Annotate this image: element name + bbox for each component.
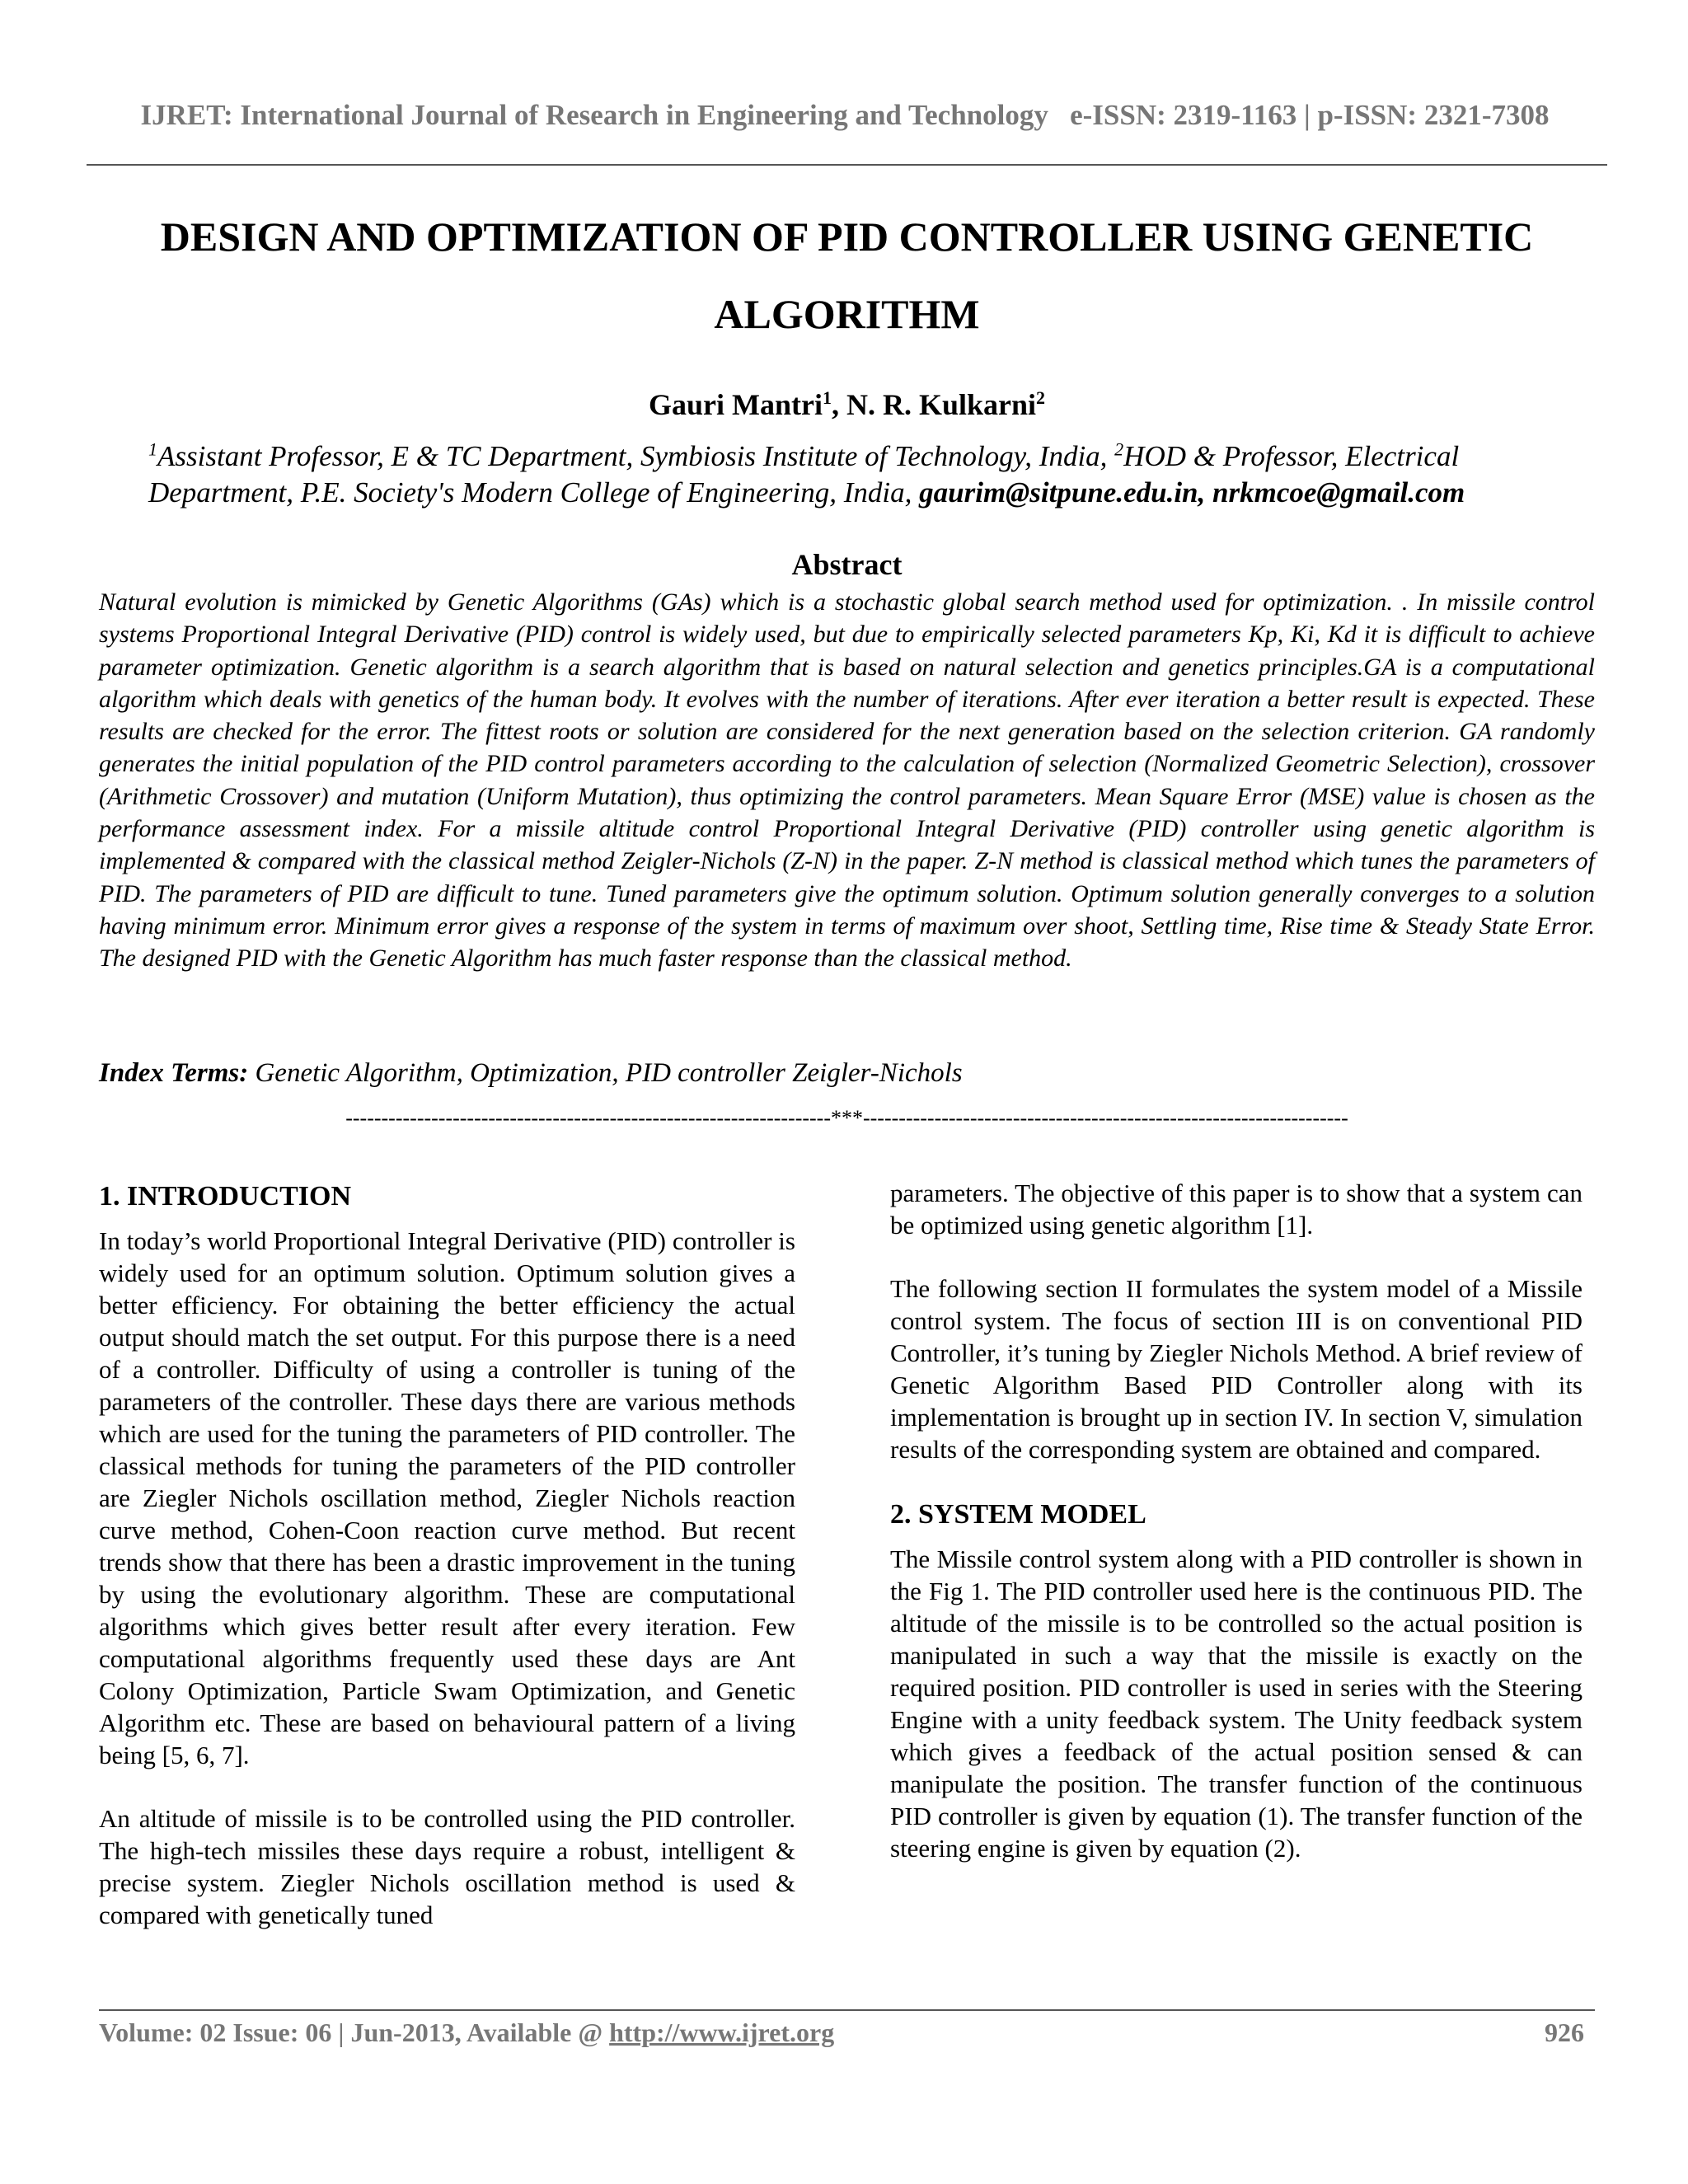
affiliation-2: HOD & Professor, Electrical Department, P.E. Society's Modern College of Engineering, India, [148, 440, 1460, 509]
volume-text: Volume: 02 Issue: 06 | Jun-2013, Available @ [99, 2018, 610, 2047]
author-separator: , [831, 388, 846, 421]
author-emails: gaurim@sitpune.edu.in, nrkmcoe@gmail.com [919, 476, 1465, 509]
index-terms-text: Genetic Algorithm, Optimization, PID controller Zeigler-Nichols [248, 1058, 963, 1088]
title-line-1: DESIGN AND OPTIMIZATION OF PID CONTROLLER USING GENETIC [160, 213, 1534, 260]
footer-divider [99, 2009, 1595, 2011]
affiliation-marker: 1 [148, 438, 157, 460]
paragraph: In today’s world Proportional Integral Derivative (PID) controller is widely used for an optimum solution. Optimum solution gives a better efficiency. For obtaining the better efficiency the actual output should match the set output. For this purpose there is a need of a controller. Difficulty of using a controller is tuning of the parameters of the controller. These days there are various methods which are used for the tuning the parameters of PID controller. The classical methods for tuning the parameters of the PID controller are Ziegler Nichols oscillation method, Ziegler Nichols reaction curve method, Cohen-Coon reaction curve method. But recent trends show that there has been a drastic improvement in the tuning by using the evolutionary algorithm. These are computational algorithms which gives better result after every iteration. Few computational algorithms frequently used these days are Ant Colony Optimization, Particle Swam Optimization, and Genetic Algorithm etc. These are based on behavioural pattern of a living being [5, 6, 7]. [99, 1226, 795, 1769]
paragraph: The Missile control system along with a PID controller is shown in the Fig 1. The PID controller used here is the continuous PID. The altitude of the missile is to be controlled so the actual position is manipulated in such a way that the missile is exactly on the required position. PID controller is used in series with the Steering Engine with a unity feedback system. The Unity feedback system which gives a feedback of the actual position sensed & can manipulate the position. The transfer function of the continuous PID controller is given by equation (1). The transfer function of the steering engine is given by equation (2). [890, 1544, 1582, 1863]
section-heading: 1. INTRODUCTION [99, 1181, 352, 1212]
journal-link[interactable]: http://www.ijret.org [609, 2018, 835, 2047]
title-line-2: ALGORITHM [714, 291, 980, 337]
index-terms [99, 1058, 1595, 1089]
affiliations [148, 438, 1550, 511]
affiliation-1: Assistant Professor, E & TC Department, Symbiosis Institute of Technology, India, [157, 440, 1115, 472]
affiliation-marker: 1 [822, 387, 832, 408]
running-header [91, 99, 1599, 132]
affiliation-marker: 2 [1036, 387, 1046, 408]
author-name: N. R. Kulkarni [846, 388, 1037, 421]
header-divider [87, 164, 1607, 166]
journal-name: IJRET: International Journal of Research in Engineering and Technology [140, 99, 1048, 131]
paper-title [87, 198, 1607, 353]
index-terms-label: Index Terms: [99, 1058, 249, 1088]
section-separator: --------------------------------------------------------------------***-------------------------------------------------------------------- [345, 1106, 1348, 1130]
issn-info: e-ISSN: 2319-1163 | p-ISSN: 2321-7308 [1070, 99, 1550, 131]
footer-volume-info [99, 2018, 834, 2048]
right-column [890, 1177, 1582, 1896]
author-name: Gauri Mantri [648, 388, 823, 421]
affiliation-marker: 2 [1114, 438, 1124, 460]
left-column [99, 1179, 795, 1962]
author-list [87, 387, 1607, 422]
paragraph: parameters. The objective of this paper is to show that a system can be optimized using genetic algorithm [1]. [890, 1179, 1582, 1240]
abstract-heading: Abstract [791, 548, 903, 581]
paragraph: The following section II formulates the system model of a Missile control system. The focus of section III is on conventional PID Controller, it’s tuning by Ziegler Nichols Method. A brief review of Genetic Algorithm Based PID Controller along with its implementation is brought up in section IV. In section V, simulation results of the corresponding system are obtained and compared. [890, 1274, 1582, 1464]
abstract-body: Natural evolution is mimicked by Genetic Algorithms (GAs) which is a stochastic global search method used for optimization. . In missile control systems Proportional Integral Derivative (PID) control is widely used, but due to empirically selected parameters Kp, Ki, Kd it is difficult to achieve parameter optimization. Genetic algorithm is a search algorithm that is based on natural selection and genetics principles.GA is a computational algorithm which deals with genetics of the human body. It evolves with the number of iterations. After ever iteration a better result is expected. These results are checked for the error. The fittest roots or solution are considered for the next generation based on the selection criterion. GA randomly generates the initial population of the PID control parameters according to the calculation of selection (Normalized Geometric Selection), crossover (Arithmetic Crossover) and mutation (Uniform Mutation), thus optimizing the control parameters. Mean Square Error (MSE) value is chosen as the performance assessment index. For a missile altitude control Proportional Integral Derivative (PID) controller using genetic algorithm is implemented & compared with the classical method Zeigler-Nichols (Z-N) in the paper. Z-N method is classical method which tunes the parameters of PID. The parameters of PID are difficult to tune. Tuned parameters give the optimum solution. Optimum solution generally converges to a solution having minimum error. Minimum error gives a response of the system in terms of maximum over shoot, Settling time, Rise time & Steady State Error. The designed PID with the Genetic Algorithm has much faster response than the classical method. [99, 588, 1595, 972]
paragraph: An altitude of missile is to be controlled using the PID controller. The high-tech missiles these days require a robust, intelligent & precise system. Ziegler Nichols oscillation method is used & compared with genetically tuned [99, 1804, 795, 1929]
page-number: 926 [1545, 2018, 1584, 2047]
section-heading: 2. SYSTEM MODEL [890, 1499, 1146, 1530]
